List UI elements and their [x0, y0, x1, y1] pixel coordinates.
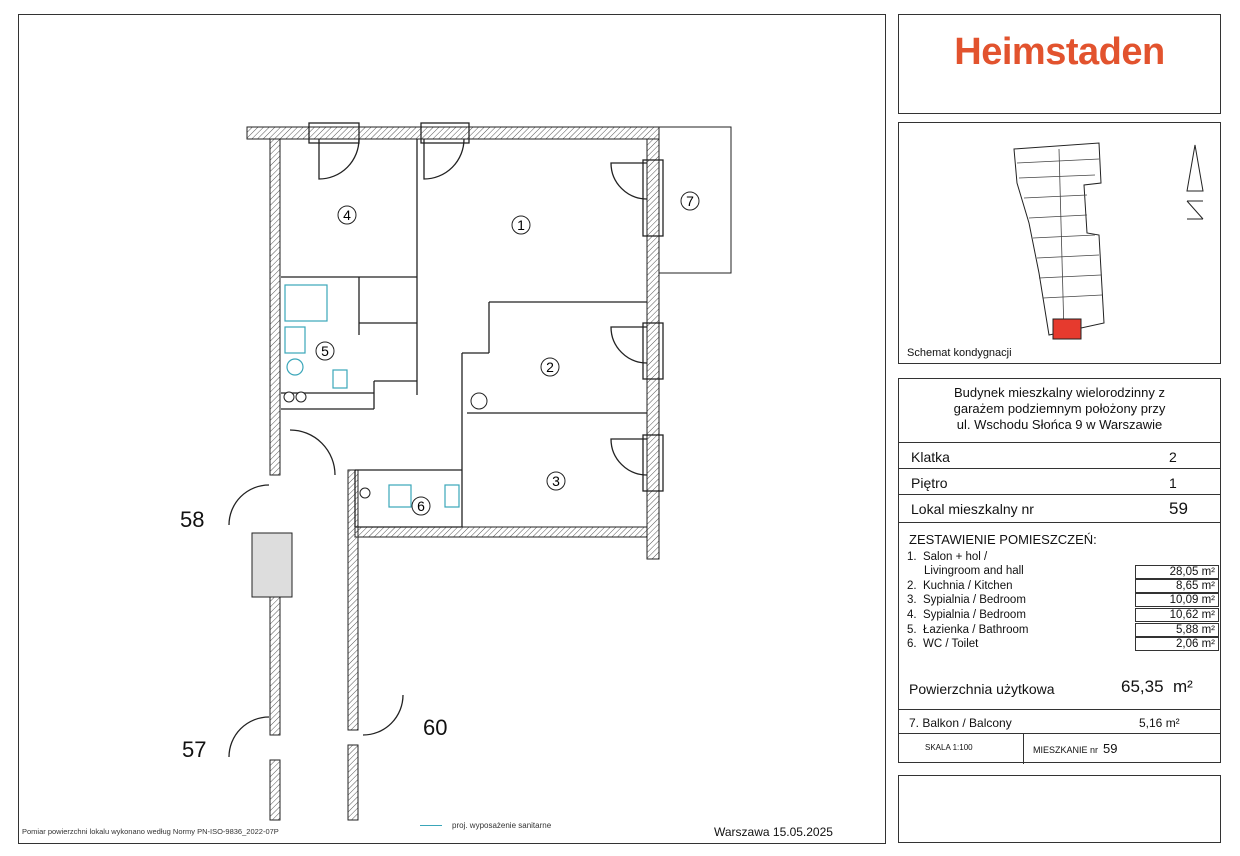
room-row-3: 3. Sypialnia / Bedroom: [907, 594, 1026, 606]
room-row-1: 1. Salon + hol /: [907, 551, 988, 563]
room-marker-3: [547, 472, 565, 490]
svg-text:7: 7: [686, 193, 694, 209]
balcony-label: 7. Balkon / Balcony: [909, 716, 1012, 730]
svg-text:5: 5: [321, 343, 329, 359]
room-area-5: 5,88 m²: [1135, 623, 1219, 637]
neighbor-unit-58: 58: [180, 507, 205, 532]
unit-highlight: [1053, 319, 1081, 339]
staircase-row: Klatka 2: [899, 443, 1220, 469]
floor-schematic: [899, 123, 1220, 363]
total-area-value: 65,35 m²: [1121, 677, 1193, 696]
svg-text:1: 1: [517, 217, 525, 233]
room-marker-5: [316, 342, 334, 360]
footer-norm: Pomiar powierzchni lokalu wykonano według Normy PN-ISO-9836_2022-07P: [22, 827, 279, 836]
room-row-4: 4. Sypialnia / Bedroom: [907, 609, 1026, 621]
room-row-6: 6. WC / Toilet: [907, 638, 979, 650]
unit-row: Lokal mieszkalny nr 59: [899, 495, 1220, 523]
room-marker-4: [338, 206, 356, 224]
footer-legend: proj. wyposażenie sanitarne: [420, 821, 551, 830]
wall-right: [647, 139, 659, 559]
wall-left: [270, 139, 280, 475]
floor-plan: [19, 15, 885, 843]
neighbor-unit-57: 57: [182, 737, 207, 762]
room-marker-6: [412, 497, 430, 515]
svg-text:3: 3: [552, 473, 560, 489]
wall-corridor-right: [348, 470, 358, 730]
heimstaden-logo: Heimstaden: [954, 31, 1165, 73]
svg-text:4: 4: [343, 207, 351, 223]
room-area-4: 10,62 m²: [1135, 608, 1219, 622]
room-marker-7: [681, 192, 699, 210]
room-area-1: 28,05 m²: [1135, 565, 1219, 579]
wall-bottom: [355, 527, 647, 537]
balcony-outline: [659, 127, 731, 273]
stair-block: [252, 533, 292, 597]
wall-corridor-right-2: [348, 745, 358, 820]
room-row-2: 2. Kuchnia / Kitchen: [907, 580, 1013, 592]
floor-row: Piętro 1: [899, 469, 1220, 495]
north-arrow-icon: [1187, 145, 1203, 219]
room-area-3: 10,09 m²: [1135, 593, 1219, 607]
blank-panel: [898, 775, 1221, 843]
building-description: Budynek mieszkalny wielorodzinny z garażem podziemnym położony przy ul. Wschodu Słońca 9 w Warszawie: [953, 385, 1166, 432]
room-row-1-sub: Livingroom and hall: [924, 565, 1024, 577]
balcony-value: 5,16 m²: [1139, 716, 1180, 730]
rooms-title: ZESTAWIENIE POMIESZCZEŃ:: [909, 532, 1097, 547]
room-area-6: 2,06 m²: [1135, 637, 1219, 651]
room-area-2: 8,65 m²: [1135, 579, 1219, 593]
room-row-5: 5. Łazienka / Bathroom: [907, 624, 1029, 636]
floor-schematic-panel: [898, 122, 1221, 364]
room-marker-1: [512, 216, 530, 234]
neighbor-unit-60: 60: [423, 715, 448, 740]
svg-text:2: 2: [546, 359, 554, 375]
scale-label: SKALA 1:100: [925, 743, 973, 752]
logo-panel: [898, 14, 1221, 114]
footer-date: Warszawa 15.05.2025: [714, 825, 833, 839]
floor-schematic-label: Schemat kondygnacji: [907, 347, 1012, 359]
floor-plan-frame: [18, 14, 886, 844]
unit-number-label: MIESZKANIE nr 59: [1033, 741, 1118, 756]
info-panel: [898, 378, 1221, 763]
total-area-label: Powierzchnia użytkowa: [909, 681, 1055, 697]
wall-corridor-left-2: [270, 760, 280, 820]
svg-text:6: 6: [417, 498, 425, 514]
room-marker-2: [541, 358, 559, 376]
